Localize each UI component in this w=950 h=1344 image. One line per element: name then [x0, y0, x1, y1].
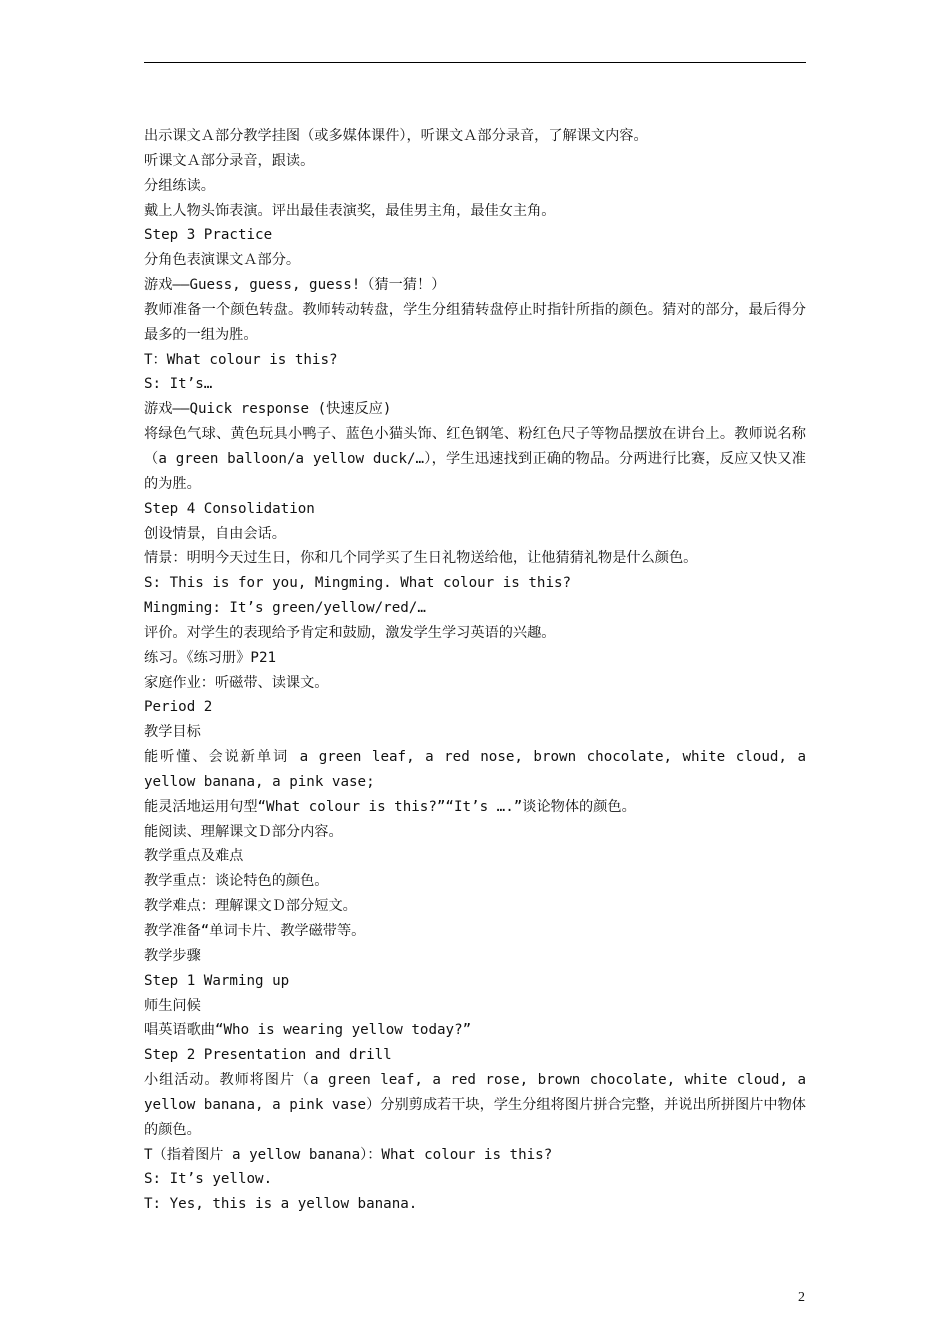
- text-line: 情景：明明今天过生日，你和几个同学买了生日礼物送给他，让他猜猜礼物是什么颜色。: [144, 550, 698, 567]
- text-line: 能阅读、理解课文Ｄ部分内容。: [144, 823, 343, 840]
- dialogue-line: Mingming: It’s green/yellow/red/…: [144, 600, 426, 617]
- text-line: 评价。对学生的表现给予肯定和鼓励，激发学生学习英语的兴趣。: [144, 624, 556, 641]
- section-heading: 教学重点及难点: [144, 848, 244, 865]
- body-text: [144, 124, 806, 1217]
- text-line: 教师准备一个颜色转盘。教师转动转盘，学生分组猜转盘停止时指针所指的颜色。猜对的部分，最后得分最多的一组为胜。: [144, 301, 806, 343]
- section-heading: 教学目标: [144, 724, 201, 741]
- text-line: 教学准备“单词卡片、教学磁带等。: [144, 923, 366, 939]
- dialogue-line: S: This is for you, Mingming. What colour is this?: [144, 575, 572, 592]
- dialogue-line: S: It’s…: [144, 376, 213, 393]
- dialogue-line: T: Yes, this is a yellow banana.: [144, 1196, 418, 1213]
- step-heading: Step 3 Practice: [144, 227, 273, 244]
- text-line: 听课文Ａ部分录音，跟读。: [144, 152, 315, 169]
- page-number: 2: [798, 1290, 805, 1305]
- section-heading: 教学步骤: [144, 947, 201, 964]
- dialogue-line: T：What colour is this?: [144, 351, 338, 368]
- text-line: 唱英语歌曲“Who is wearing yellow today?”: [144, 1022, 472, 1039]
- text-line: 分组练读。: [144, 177, 215, 194]
- text-line: 分角色表演课文Ａ部分。: [144, 252, 301, 269]
- text-line: 游戏——Quick response (快速反应): [144, 401, 392, 418]
- text-line: 游戏——Guess, guess, guess!（猜一猜！）: [144, 277, 446, 294]
- period-heading: Period 2: [144, 699, 213, 716]
- text-line: 能灵活地运用句型“What colour is this?”“It’s ….”谈论物体的颜色。: [144, 798, 636, 815]
- text-line: 教学难点：理解课文Ｄ部分短文。: [144, 898, 357, 915]
- text-line: 创设情景，自由会话。: [144, 525, 286, 542]
- text-line: 师生问候: [144, 997, 201, 1014]
- header-rule: [144, 62, 806, 63]
- text-line: 戴上人物头饰表演。评出最佳表演奖，最佳男主角，最佳女主角。: [144, 202, 556, 219]
- text-line: 出示课文Ａ部分教学挂图（或多媒体课件），听课文Ａ部分录音，了解课文内容。: [144, 128, 648, 144]
- text-line: 教学重点：谈论特色的颜色。: [144, 873, 329, 890]
- text-line: 练习。《练习册》P21: [144, 649, 277, 666]
- text-line: 能听懂、会说新单词 a green leaf, a red nose, brown chocolate, white cloud, a yellow banana, a pink vase;: [144, 749, 806, 790]
- dialogue-line: S: It’s yellow.: [144, 1171, 273, 1188]
- text-line: 小组活动。教师将图片（a green leaf, a red rose, brown chocolate, white cloud, a yellow banana, a pink vase）分别剪成若干块，学生分组将图片拼合完整，并说出所拼图片中物体的颜色。: [144, 1072, 806, 1138]
- text-line: 将绿色气球、黄色玩具小鸭子、蓝色小猫头饰、红色钢笔、粉红色尺子等物品摆放在讲台上。教师说名称（a green balloon/a yellow duck/…），学生迅速找到正确的物品。分两进行比赛，反应又快又准的为胜。: [144, 426, 806, 492]
- dialogue-line: T（指着图片 a yellow banana）：What colour is this?: [144, 1146, 553, 1163]
- step-heading: Step 4 Consolidation: [144, 500, 315, 517]
- step-heading: Step 1 Warming up: [144, 972, 290, 989]
- text-line: 家庭作业：听磁带、读课文。: [144, 674, 329, 691]
- step-heading: Step 2 Presentation and drill: [144, 1047, 392, 1064]
